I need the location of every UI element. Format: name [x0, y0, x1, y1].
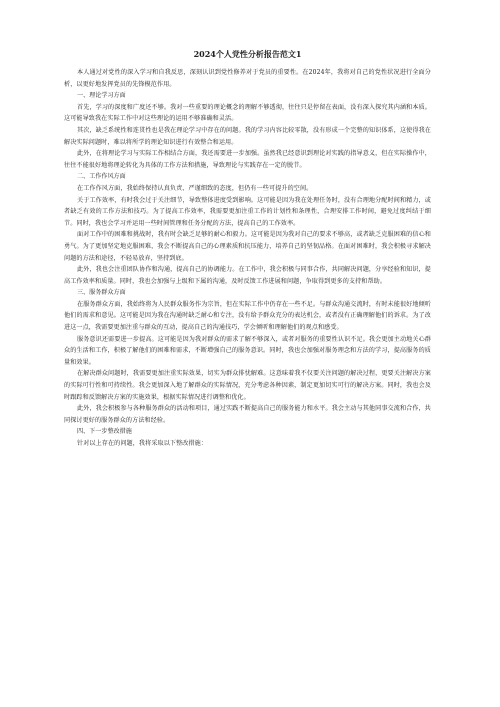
paragraph: 在工作作风方面，我始终保持认真负责、严谨细致的态度，但仍有一些可提升的空间。 [77, 184, 313, 192]
paragraph: 此外，我也会注重团队协作和沟通，提高自己的协调能力。在工作中，我会积极与同事合作，共同解决问题，分享经验和知识，提高工作效率和质量。同时，我也会加强与上级和下属的沟通，及时反馈工作进展和问题，争取得到更多的支持和帮助。 [64, 266, 431, 285]
paragraph: 针对以上存在的问题，我将采取以下整改措施： [77, 440, 208, 447]
section-heading: 一、理论学习方面 [77, 92, 126, 100]
paragraph: 在解决群众问题时，我需要更加注重实际效果，切实为群众排忧解难。这意味着我不仅要关注问题的解决过程，更要关注解决方案的实际可行性和可持续性。我会更加深入地了解群众的实际情况，充分考虑各种因素，制定更加切实可行的解决方案。同时，我也会及时跟踪和反馈解决方案的实施效果，根据实际情况进行调整和优化。 [64, 370, 431, 401]
section-heading: 三、服务群众方面 [77, 289, 126, 297]
paragraph: 面对工作中的困难和挑战时，我有时会缺乏足够的耐心和毅力。这可能是因为我对自己的要求不够高，或者缺乏克服困难的信心和勇气。为了更加坚定地克服困难，我会不断提高自己的心理素质和抗压能力，培养自己的坚韧品格。在面对困难时，我会积极寻求解决问题的方法和途径，不轻易放弃，坚持到底。 [64, 231, 431, 262]
paragraph: 此外，我会积极参与各种服务群众的活动和项目，通过实践不断提高自己的服务能力和水平。我会主动与其他同事交流和合作，共同探讨更好的服务群众的方法和经验。 [64, 405, 431, 424]
paragraph: 服务意识还需要进一步提高。这可能是因为我对群众的需求了解不够深入，或者对服务的重要性认识不足。我会更加主动地关心群众的生活和工作，积极了解他们的困难和需求，不断增强自己的服务意识。同时，我也会加强对服务理念和方法的学习，提高服务的质量和效果。 [64, 335, 431, 366]
paragraph: 关于工作效率，有时我会过于关注细节，导致整体进度受到影响。这可能是因为我在处理任务时，没有合理地分配时间和精力，或者缺乏有效的工作方法和技巧。为了提高工作效率，我需要更加注重工作的计划性和条理性，合理安排工作时间，避免过度纠结于细节。同时，我也会学习并运用一些时间管理和任务分配的方法，提高自己的工作效率。 [64, 196, 431, 227]
paragraph: 其次，缺乏系统性和连贯性也是我在理论学习中存在的问题。我的学习内容比较零散，没有形成一个完整的知识体系，这使得我在解决实际问题时，难以将所学的理论知识进行有效整合和运用。 [64, 126, 431, 146]
paragraph: 本人通过对党性的深入学习和自我反思，深刻认识到党性修养对于党员的重要性。在2024年，我将对自己的党性状况进行全面分析，以更好地发挥党员的先锋模范作用。 [64, 69, 431, 88]
paragraph: 此外，在将理论学习与实际工作相结合方面，我还需要进一步加强。虽然我已经意识到理论对实践的指导意义，但在实际操作中，往往不能很好地将理论转化为具体的工作方法和措施，导致理论与实践存在一定的脱节。 [64, 150, 431, 169]
section-heading: 四、下一步整改措施 [77, 428, 132, 436]
document-body [64, 67, 431, 450]
paragraph: 在服务群众方面，我始终将为人民群众服务作为宗旨，但在实际工作中仍存在一些不足。与群众沟通交流时，有时未能很好地倾听他们的需求和意见。这可能是因为我在沟通时缺乏耐心和专注，没有给予群众充分的表达机会，或者没有正确理解他们的诉求。为了改进这一点，我需要更加注重与群众的互动，提高自己的沟通技巧，学会倾听和理解他们的观点和感受。 [64, 300, 431, 332]
section-heading: 二、工作作风方面 [77, 173, 126, 181]
document-title: 2024个人党性分析报告范文1 [193, 49, 302, 59]
paragraph: 首先，学习的深度和广度还不够。我对一些重要的理论概念的理解不够透彻，往往只是停留在表面，没有深入探究其内涵和本质。这可能导致我在实际工作中对这些理论的运用不够准确和灵活。 [64, 103, 431, 123]
